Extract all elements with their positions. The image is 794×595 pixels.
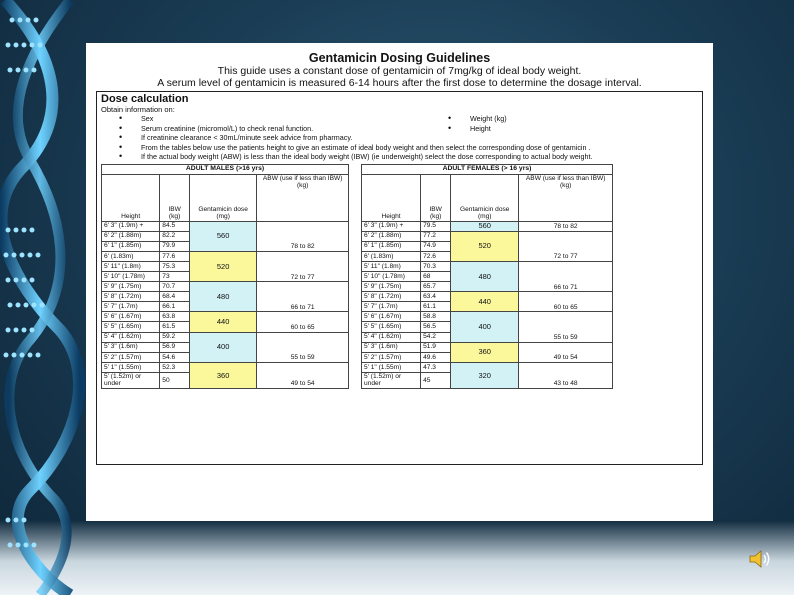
height-cell: 5' 3" (1.6m) (102, 342, 160, 352)
document-subtitle-dose: This guide uses a constant dose of gentamicin of 7mg/kg of ideal body weight. (217, 65, 582, 77)
height-cell: 5' 11" (1.8m) (102, 261, 160, 271)
table-row (102, 312, 349, 322)
height-cell: 5' 9" (1.75m) (102, 282, 160, 292)
ibw-cell: 70.3 (421, 261, 451, 271)
height-cell: 5' 1" (1.55m) (362, 362, 421, 372)
ibw-cell: 73 (160, 271, 190, 281)
table-row (362, 342, 613, 352)
table-row (362, 362, 613, 372)
ibw-cell: 49.6 (421, 352, 451, 362)
abw-cell: 78 to 82 (257, 221, 349, 251)
bottom-gradient-band (0, 520, 794, 595)
abw-cell: 49 to 54 (257, 362, 349, 388)
ibw-cell: 68.4 (160, 292, 190, 302)
height-cell: 6' 2" (1.88m) (102, 231, 160, 241)
bullet-sex-text: Sex (141, 114, 154, 123)
table-row (102, 362, 349, 372)
ibw-cell: 75.3 (160, 261, 190, 271)
ibw-cell: 52.3 (160, 362, 190, 372)
ibw-cell: 56.5 (421, 322, 451, 332)
table-row (362, 292, 613, 302)
table-row (102, 221, 349, 231)
header-ibw: IBW (kg) (160, 174, 190, 221)
ibw-cell: 51.9 (421, 342, 451, 352)
height-cell: 5' 4" (1.62m) (362, 332, 421, 342)
height-cell: 5' 10" (1.78m) (362, 271, 421, 281)
bullet-clearance: • If creatinine clearance < 30mL/minute seek advice from pharmacy. (101, 133, 696, 143)
height-cell: 5' 7" (1.7m) (362, 302, 421, 312)
dose-cell: 560 (189, 221, 256, 251)
height-cell: 6' 1" (1.85m) (362, 241, 421, 251)
height-cell: 5' 11" (1.8m) (362, 261, 421, 271)
height-cell: 6' 2" (1.88m) (362, 231, 421, 241)
height-cell: 5' 3" (1.6m) (362, 342, 421, 352)
height-cell: 5' 6" (1.67m) (102, 312, 160, 322)
ibw-cell: 47.3 (421, 362, 451, 372)
dose-cell: 320 (451, 362, 519, 388)
obtain-info-label: Obtain information on: (101, 105, 175, 114)
ibw-cell: 77.6 (160, 251, 190, 261)
ibw-cell: 61.5 (160, 322, 190, 332)
ibw-cell: 61.1 (421, 302, 451, 312)
table-row (102, 282, 349, 292)
header-height: Height (362, 174, 421, 221)
abw-cell: 72 to 77 (257, 251, 349, 281)
table-caption: ADULT MALES (>16 yrs) (102, 164, 349, 174)
info-bullet-list (101, 114, 696, 162)
height-cell: 5' 2" (1.57m) (362, 352, 421, 362)
dose-cell: 400 (451, 312, 519, 342)
ibw-cell: 84.5 (160, 221, 190, 231)
dna-helix-icon (0, 0, 85, 595)
dose-cell: 360 (451, 342, 519, 362)
abw-cell: 43 to 48 (519, 362, 613, 388)
height-cell: 5' 10" (1.78m) (102, 271, 160, 281)
bullet-weight: • Weight (kg) (446, 114, 507, 124)
bullet-creatinine (101, 124, 696, 134)
dose-cell: 480 (451, 261, 519, 291)
dose-calculation-title: Dose calculation (101, 93, 189, 105)
header-abw: ABW (use if less than IBW) (kg) (257, 174, 349, 221)
ibw-cell: 45 (421, 372, 451, 388)
document-title: Gentamicin Dosing Guidelines (308, 51, 491, 65)
ibw-cell: 70.7 (160, 282, 190, 292)
ibw-cell: 63.4 (421, 292, 451, 302)
ibw-cell: 59.2 (160, 332, 190, 342)
height-cell: 5' 5" (1.65m) (102, 322, 160, 332)
abw-cell: 49 to 54 (519, 342, 613, 362)
height-cell: 5' (1.52m) or under (362, 372, 421, 388)
height-cell: 5' 5" (1.65m) (362, 322, 421, 332)
table-row (362, 221, 613, 231)
ibw-cell: 72.6 (421, 251, 451, 261)
height-cell: 5' 2" (1.57m) (102, 352, 160, 362)
height-cell: 5' (1.52m) or under (102, 372, 160, 388)
height-cell: 6' (1.83m) (362, 251, 421, 261)
height-cell: 5' 8" (1.72m) (362, 292, 421, 302)
table-row (362, 231, 613, 241)
ibw-cell: 58.8 (421, 312, 451, 322)
dosing-guidelines-document (86, 43, 713, 521)
ibw-cell: 50 (160, 372, 190, 388)
dose-calculation-box (96, 91, 703, 465)
bullet-height: • Height (446, 124, 491, 134)
table-row (102, 251, 349, 261)
ibw-cell: 82.2 (160, 231, 190, 241)
abw-cell: 66 to 71 (519, 261, 613, 291)
ibw-cell: 77.2 (421, 231, 451, 241)
height-cell: 6' (1.83m) (102, 251, 160, 261)
header-ibw: IBW (kg) (421, 174, 451, 221)
abw-cell: 60 to 65 (519, 292, 613, 312)
height-cell: 5' 4" (1.62m) (102, 332, 160, 342)
table-caption: ADULT FEMALES (> 16 yrs) (362, 164, 613, 174)
dose-cell: 560 (451, 221, 519, 231)
header-abw: ABW (use if less than IBW) (kg) (519, 174, 613, 221)
bullet-sex (101, 114, 696, 124)
header-dose: Gentamicin dose (mg) (451, 174, 519, 221)
abw-cell: 60 to 65 (257, 312, 349, 332)
abw-cell: 78 to 82 (519, 221, 613, 231)
height-cell: 6' 3" (1.9m) + (102, 221, 160, 231)
dose-cell: 400 (189, 332, 256, 362)
ibw-cell: 68 (421, 271, 451, 281)
dose-cell: 360 (189, 362, 256, 388)
height-cell: 6' 3" (1.9m) + (362, 221, 421, 231)
ibw-cell: 66.1 (160, 302, 190, 312)
height-cell: 5' 9" (1.75m) (362, 282, 421, 292)
dose-tables (101, 164, 696, 424)
bullet-tables: • From the tables below use the patients height to give an estimate of ideal body weight and then select the corresponding dose of gentamicin . (101, 143, 696, 153)
females-dose-table (361, 164, 613, 389)
males-dose-table (101, 164, 349, 389)
abw-cell: 55 to 59 (257, 332, 349, 362)
ibw-cell: 54.2 (421, 332, 451, 342)
height-cell: 6' 1" (1.85m) (102, 241, 160, 251)
document-subtitle-serum: A serum level of gentamicin is measured 6-14 hours after the first dose to determine the dosage interval. (157, 77, 642, 89)
ibw-cell: 63.8 (160, 312, 190, 322)
ibw-cell: 56.9 (160, 342, 190, 352)
speaker-icon[interactable] (748, 548, 772, 570)
height-cell: 5' 8" (1.72m) (102, 292, 160, 302)
height-cell: 5' 7" (1.7m) (102, 302, 160, 312)
abw-cell: 72 to 77 (519, 231, 613, 261)
dose-cell: 520 (451, 231, 519, 261)
table-row (102, 332, 349, 342)
abw-cell: 66 to 71 (257, 282, 349, 312)
bullet-abw: • If the actual body weight (ABW) is less than the ideal body weight (IBW) (ie underweight) select the dose corresponding to actual body weight. (101, 152, 696, 162)
ibw-cell: 79.9 (160, 241, 190, 251)
dose-cell: 520 (189, 251, 256, 281)
ibw-cell: 79.5 (421, 221, 451, 231)
bullet-creatinine-text: Serum creatinine (micromol/L) to check renal function. (141, 123, 314, 133)
ibw-cell: 65.7 (421, 282, 451, 292)
dose-cell: 440 (451, 292, 519, 312)
abw-cell: 55 to 59 (519, 312, 613, 342)
dose-cell: 440 (189, 312, 256, 332)
height-cell: 5' 1" (1.55m) (102, 362, 160, 372)
ibw-cell: 74.9 (421, 241, 451, 251)
height-cell: 5' 6" (1.67m) (362, 312, 421, 322)
ibw-cell: 54.6 (160, 352, 190, 362)
table-row (362, 312, 613, 322)
dose-cell: 480 (189, 282, 256, 312)
table-row (362, 261, 613, 271)
header-dose: Gentamicin dose (mg) (189, 174, 256, 221)
header-height: Height (102, 174, 160, 221)
